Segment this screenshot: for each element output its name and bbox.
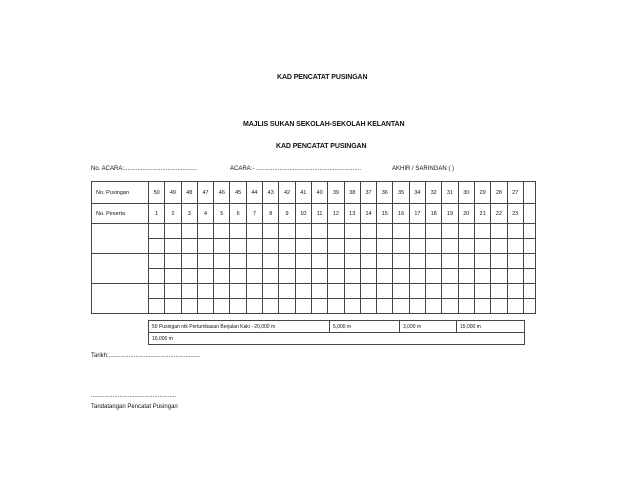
record-cell[interactable]	[393, 284, 409, 299]
record-cell[interactable]	[377, 224, 393, 239]
record-row	[92, 269, 536, 284]
record-cell[interactable]	[279, 284, 295, 299]
record-cell[interactable]	[507, 239, 523, 254]
peserta-row-cell: 18	[426, 204, 442, 224]
record-cell[interactable]	[426, 299, 442, 314]
record-cell[interactable]	[458, 284, 474, 299]
pusingan-row-cell: 28	[491, 182, 507, 204]
no-acara-field[interactable]: No. ACARA:............................................	[91, 166, 198, 172]
pusingan-row-cell: 50	[149, 182, 165, 204]
record-cell[interactable]	[507, 269, 523, 284]
pusingan-row-cell: 47	[197, 182, 213, 204]
pusingan-row-cell: 30	[458, 182, 474, 204]
record-cell[interactable]	[181, 284, 197, 299]
record-cell[interactable]	[409, 254, 425, 269]
record-cell[interactable]	[214, 284, 230, 299]
record-cell[interactable]	[197, 299, 213, 314]
org-title: MAJLIS SUKAN SEKOLAH-SEKOLAH KELANTAN	[243, 121, 405, 128]
peserta-row-cell: 21	[474, 204, 490, 224]
record-cell[interactable]	[409, 284, 425, 299]
record-cell[interactable]	[149, 299, 165, 314]
record-cell[interactable]	[442, 269, 458, 284]
pusingan-row-cell: 29	[474, 182, 490, 204]
record-cell[interactable]	[360, 239, 376, 254]
record-cell[interactable]	[474, 299, 490, 314]
record-cell[interactable]	[263, 224, 279, 239]
grid-end-cell	[523, 254, 535, 269]
record-cell[interactable]	[279, 239, 295, 254]
record-cell[interactable]	[263, 299, 279, 314]
record-cell[interactable]	[181, 269, 197, 284]
record-cell[interactable]	[393, 239, 409, 254]
peserta-row-cell: 7	[246, 204, 262, 224]
record-cell[interactable]	[311, 254, 327, 269]
record-cell[interactable]	[360, 299, 376, 314]
record-cell[interactable]	[165, 269, 181, 284]
grid-end-cell	[523, 239, 535, 254]
record-cell[interactable]	[344, 254, 360, 269]
record-cell[interactable]	[165, 299, 181, 314]
record-cell[interactable]	[409, 269, 425, 284]
record-cell[interactable]	[328, 284, 344, 299]
record-cell[interactable]	[149, 239, 165, 254]
record-cell[interactable]	[328, 299, 344, 314]
record-cell[interactable]	[474, 269, 490, 284]
record-cell[interactable]	[214, 224, 230, 239]
peserta-row-cell: 15	[377, 204, 393, 224]
grid-end-cell	[523, 224, 535, 239]
record-cell[interactable]	[214, 299, 230, 314]
record-cell[interactable]	[295, 224, 311, 239]
main-title: KAD PENCATAT PUSINGAN	[277, 74, 368, 81]
grid-end-cell	[523, 269, 535, 284]
peserta-row-cell: 19	[442, 204, 458, 224]
distance-3000: 3,000 m	[403, 324, 422, 330]
record-cell[interactable]	[491, 239, 507, 254]
record-cell[interactable]	[377, 254, 393, 269]
record-cell[interactable]	[165, 224, 181, 239]
peserta-row-cell: 9	[279, 204, 295, 224]
record-cell[interactable]	[181, 254, 197, 269]
record-cell[interactable]	[328, 224, 344, 239]
record-cell[interactable]	[360, 284, 376, 299]
record-cell[interactable]	[458, 299, 474, 314]
pusingan-row	[92, 182, 536, 204]
record-cell[interactable]	[507, 299, 523, 314]
record-cell[interactable]	[263, 239, 279, 254]
peserta-row-cell: 17	[409, 204, 425, 224]
peserta-row-cell: 2	[165, 204, 181, 224]
record-cell[interactable]	[458, 269, 474, 284]
record-cell[interactable]	[409, 224, 425, 239]
pusingan-row-cell: 49	[165, 182, 181, 204]
record-cell[interactable]	[311, 299, 327, 314]
pusingan-row-cell: 41	[295, 182, 311, 204]
record-cell[interactable]	[344, 239, 360, 254]
record-cell[interactable]	[458, 239, 474, 254]
peserta-row-cell: 8	[263, 204, 279, 224]
record-cell[interactable]	[311, 269, 327, 284]
record-cell[interactable]	[197, 224, 213, 239]
peserta-row-cell: 13	[344, 204, 360, 224]
record-cell[interactable]	[295, 254, 311, 269]
record-cell[interactable]	[149, 284, 165, 299]
record-cell[interactable]	[442, 239, 458, 254]
distance-20000: 50 Pusingan ntk Pertumbasan Berjalan Kaki - 20,000 m	[152, 324, 276, 330]
pusingan-row-cell: 45	[230, 182, 246, 204]
record-cell[interactable]	[474, 284, 490, 299]
record-cell[interactable]	[295, 284, 311, 299]
record-cell[interactable]	[458, 254, 474, 269]
record-cell[interactable]	[295, 239, 311, 254]
record-cell[interactable]	[474, 239, 490, 254]
record-cell[interactable]	[149, 254, 165, 269]
lap-record-grid	[91, 181, 536, 314]
record-cell[interactable]	[491, 299, 507, 314]
participant-box[interactable]	[92, 224, 149, 254]
peserta-row	[92, 204, 536, 224]
peserta-row-cell: 22	[491, 204, 507, 224]
record-cell[interactable]	[344, 224, 360, 239]
acara-field[interactable]: ACARA:- ...............................................................	[230, 166, 362, 172]
record-cell[interactable]	[279, 224, 295, 239]
record-cell[interactable]	[165, 254, 181, 269]
record-cell[interactable]	[246, 224, 262, 239]
record-cell[interactable]	[230, 254, 246, 269]
record-cell[interactable]	[214, 239, 230, 254]
record-cell[interactable]	[426, 239, 442, 254]
record-cell[interactable]	[263, 269, 279, 284]
record-cell[interactable]	[491, 269, 507, 284]
record-cell[interactable]	[149, 224, 165, 239]
record-cell[interactable]	[393, 299, 409, 314]
grid-end-cell	[523, 182, 535, 204]
akhir-saringan-field[interactable]: AKHIR / SARINGAN ( )	[392, 166, 455, 172]
record-cell[interactable]	[246, 299, 262, 314]
record-cell[interactable]	[295, 299, 311, 314]
record-cell[interactable]	[279, 254, 295, 269]
peserta-row-cell: 16	[393, 204, 409, 224]
peserta-row-cell: 1	[149, 204, 165, 224]
record-cell[interactable]	[279, 269, 295, 284]
pusingan-row-cell: 48	[181, 182, 197, 204]
record-cell[interactable]	[165, 284, 181, 299]
distance-10000: 10,000 m	[152, 336, 173, 342]
peserta-row-cell: 5	[214, 204, 230, 224]
record-cell[interactable]	[263, 284, 279, 299]
pusingan-row-cell: 27	[507, 182, 523, 204]
pusingan-row-cell: 38	[344, 182, 360, 204]
record-cell[interactable]	[377, 284, 393, 299]
record-row	[92, 254, 536, 269]
pusingan-row-cell: 46	[214, 182, 230, 204]
distance-15000: 15,000 m	[460, 324, 481, 330]
record-cell[interactable]	[377, 269, 393, 284]
record-cell[interactable]	[197, 284, 213, 299]
record-cell[interactable]	[230, 299, 246, 314]
record-cell[interactable]	[214, 254, 230, 269]
peserta-row-cell: 20	[458, 204, 474, 224]
record-cell[interactable]	[311, 224, 327, 239]
record-cell[interactable]	[393, 269, 409, 284]
record-cell[interactable]	[214, 269, 230, 284]
record-cell[interactable]	[197, 269, 213, 284]
record-cell[interactable]	[181, 224, 197, 239]
signature-line[interactable]: ...................................................	[91, 393, 177, 399]
record-cell[interactable]	[295, 269, 311, 284]
record-cell[interactable]	[393, 254, 409, 269]
record-row	[92, 224, 536, 239]
record-cell[interactable]	[426, 254, 442, 269]
peserta-row-cell: 14	[360, 204, 376, 224]
record-cell[interactable]	[442, 284, 458, 299]
record-cell[interactable]	[507, 254, 523, 269]
record-cell[interactable]	[181, 299, 197, 314]
pusingan-row-cell: 37	[360, 182, 376, 204]
record-cell[interactable]	[197, 254, 213, 269]
record-cell[interactable]	[377, 239, 393, 254]
record-cell[interactable]	[246, 254, 262, 269]
record-cell[interactable]	[344, 269, 360, 284]
record-row	[92, 284, 536, 299]
tarikh-field[interactable]: Tarikh:.......................................................	[91, 353, 201, 359]
record-cell[interactable]	[442, 254, 458, 269]
pusingan-row-cell: 35	[393, 182, 409, 204]
record-cell[interactable]	[230, 284, 246, 299]
record-cell[interactable]	[230, 224, 246, 239]
record-cell[interactable]	[328, 239, 344, 254]
record-cell[interactable]	[458, 224, 474, 239]
record-row	[92, 299, 536, 314]
record-cell[interactable]	[311, 284, 327, 299]
record-cell[interactable]	[165, 239, 181, 254]
pusingan-row-label: No. Pusingan	[92, 182, 149, 204]
pusingan-row-cell: 39	[328, 182, 344, 204]
peserta-row-label: No. Peserta	[92, 204, 149, 224]
grid-end-cell	[523, 299, 535, 314]
record-cell[interactable]	[328, 254, 344, 269]
grid-end-cell	[523, 284, 535, 299]
record-cell[interactable]	[344, 299, 360, 314]
pusingan-row-cell: 40	[311, 182, 327, 204]
record-cell[interactable]	[507, 224, 523, 239]
record-row	[92, 239, 536, 254]
record-cell[interactable]	[426, 224, 442, 239]
record-cell[interactable]	[507, 284, 523, 299]
peserta-row-cell: 3	[181, 204, 197, 224]
record-cell[interactable]	[246, 269, 262, 284]
pusingan-row-cell: 34	[409, 182, 425, 204]
participant-box[interactable]	[92, 254, 149, 284]
peserta-row-cell: 6	[230, 204, 246, 224]
record-cell[interactable]	[377, 299, 393, 314]
record-cell[interactable]	[474, 224, 490, 239]
record-cell[interactable]	[491, 284, 507, 299]
record-cell[interactable]	[426, 284, 442, 299]
record-cell[interactable]	[230, 239, 246, 254]
record-cell[interactable]	[311, 239, 327, 254]
record-cell[interactable]	[279, 299, 295, 314]
distance-5000: 5,000 m	[333, 324, 352, 330]
record-cell[interactable]	[344, 284, 360, 299]
peserta-row-cell: 10	[295, 204, 311, 224]
record-cell[interactable]	[246, 284, 262, 299]
pusingan-row-cell: 31	[442, 182, 458, 204]
peserta-row-cell: 11	[311, 204, 327, 224]
record-cell[interactable]	[442, 224, 458, 239]
record-cell[interactable]	[246, 239, 262, 254]
record-cell[interactable]	[360, 254, 376, 269]
record-cell[interactable]	[230, 269, 246, 284]
record-cell[interactable]	[149, 269, 165, 284]
record-cell[interactable]	[181, 239, 197, 254]
pusingan-row-cell: 43	[263, 182, 279, 204]
peserta-row-cell: 12	[328, 204, 344, 224]
record-cell[interactable]	[263, 254, 279, 269]
pusingan-row-cell: 42	[279, 182, 295, 204]
record-cell[interactable]	[328, 269, 344, 284]
sub-title: KAD PENCATAT PUSINGAN	[276, 143, 367, 150]
record-cell[interactable]	[409, 239, 425, 254]
pusingan-row-cell: 44	[246, 182, 262, 204]
signature-label: Tandatangan Pencatat Pusingan	[91, 404, 178, 410]
grid-end-cell	[523, 204, 535, 224]
participant-box[interactable]	[92, 284, 149, 314]
distance-row-2	[148, 332, 525, 345]
record-cell[interactable]	[360, 224, 376, 239]
record-cell[interactable]	[491, 254, 507, 269]
pusingan-row-cell: 32	[426, 182, 442, 204]
pusingan-row-cell: 36	[377, 182, 393, 204]
record-cell[interactable]	[197, 239, 213, 254]
record-cell[interactable]	[442, 299, 458, 314]
record-cell[interactable]	[491, 224, 507, 239]
peserta-row-cell: 4	[197, 204, 213, 224]
peserta-row-cell: 23	[507, 204, 523, 224]
record-cell[interactable]	[393, 224, 409, 239]
record-cell[interactable]	[426, 269, 442, 284]
record-cell[interactable]	[360, 269, 376, 284]
record-cell[interactable]	[474, 254, 490, 269]
record-cell[interactable]	[409, 299, 425, 314]
